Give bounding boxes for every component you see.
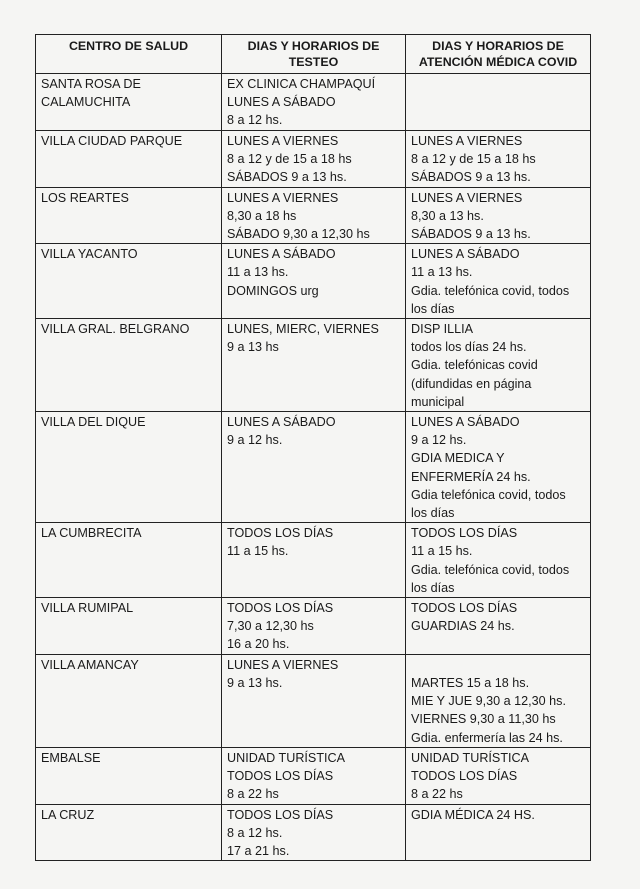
atencion-cell xyxy=(406,412,591,523)
centro-de-salud-cell xyxy=(36,74,222,131)
centro-de-salud-cell xyxy=(36,598,222,655)
centro-name: VILLA RUMIPAL xyxy=(41,601,134,616)
table-header-row xyxy=(36,35,591,74)
testeo-cell xyxy=(222,131,406,188)
testeo-line: LUNES A SÁBADO xyxy=(227,415,336,430)
centro-name: SANTA ROSA DE CALAMUCHITA xyxy=(41,77,141,110)
atencion-line: SÁBADOS 9 a 13 hs. xyxy=(411,227,531,242)
atencion-line: 8,30 a 13 hs. xyxy=(411,208,484,223)
atencion-cell xyxy=(406,74,591,131)
atencion-cell xyxy=(406,654,591,747)
centro-de-salud-cell xyxy=(36,654,222,747)
testeo-cell xyxy=(222,747,406,804)
atencion-line: TODOS LOS DÍAS xyxy=(411,526,518,541)
testeo-line: SÁBADOS 9 a 13 hs. xyxy=(227,170,347,185)
atencion-line: MARTES 15 a 18 hs. xyxy=(411,675,530,690)
atencion-line: 9 a 12 hs. xyxy=(411,433,467,448)
table-row xyxy=(36,131,591,188)
atencion-line: 11 a 15 hs. xyxy=(411,544,473,559)
testeo-line: 8 a 12 hs. xyxy=(227,825,283,840)
table-row xyxy=(36,598,591,655)
atencion-line: TODOS LOS DÍAS xyxy=(411,601,518,616)
atencion-line: VIERNES 9,30 a 11,30 hs xyxy=(411,712,556,727)
testeo-line: 9 a 13 hs. xyxy=(227,675,283,690)
testeo-line: LUNES A VIERNES xyxy=(227,134,339,148)
table-row xyxy=(36,654,591,747)
testeo-line: LUNES, MIERC, VIERNES xyxy=(227,322,379,337)
atencion-line: 11 a 13 hs. xyxy=(411,265,473,280)
atencion-cell xyxy=(406,523,591,598)
testeo-cell xyxy=(222,187,406,244)
atencion-line: GDIA MÉDICA 24 HS. xyxy=(411,807,535,822)
table-row xyxy=(36,412,591,523)
testeo-line: TODOS LOS DÍAS xyxy=(227,768,334,783)
testeo-line: LUNES A VIERNES xyxy=(227,657,339,672)
atencion-line: todos los días 24 hs. xyxy=(411,340,527,355)
atencion-line xyxy=(411,656,585,674)
centro-name: EMBALSE xyxy=(41,750,101,765)
atencion-line: GUARDIAS 24 hs. xyxy=(411,619,515,634)
centro-name: LOS REARTES xyxy=(41,190,129,205)
atencion-line: TODOS LOS DÍAS xyxy=(411,768,518,783)
testeo-line: LUNES A SÁBADO xyxy=(227,95,336,110)
atencion-line: LUNES A VIERNES xyxy=(411,190,523,205)
atencion-line: GDIA MEDICA Y ENFERMERÍA 24 hs. xyxy=(411,451,531,484)
atencion-line: Gdia. enfermería las 24 hs. xyxy=(411,730,563,745)
testeo-cell xyxy=(222,244,406,319)
testeo-cell xyxy=(222,523,406,598)
atencion-cell xyxy=(406,187,591,244)
testeo-line: TODOS LOS DÍAS xyxy=(227,526,334,541)
centro-de-salud-cell xyxy=(36,804,222,861)
testeo-line: EX CLINICA CHAMPAQUÍ xyxy=(227,77,376,91)
header-testeo: DIAS Y HORARIOS DE TESTEO xyxy=(222,35,406,74)
atencion-line: Gdia. telefónica covid, todos los días xyxy=(411,283,570,316)
centro-name: VILLA YACANTO xyxy=(41,247,138,262)
testeo-cell xyxy=(222,412,406,523)
atencion-line: LUNES A VIERNES xyxy=(411,134,523,148)
centro-name: LA CRUZ xyxy=(41,807,95,822)
table-body xyxy=(36,74,591,861)
atencion-cell xyxy=(406,244,591,319)
centro-de-salud-cell xyxy=(36,523,222,598)
table-row xyxy=(36,74,591,131)
testeo-line: SÁBADO 9,30 a 12,30 hs xyxy=(227,227,370,242)
testeo-cell xyxy=(222,598,406,655)
header-centro-de-salud: CENTRO DE SALUD xyxy=(36,35,222,74)
atencion-line: SÁBADOS 9 a 13 hs. xyxy=(411,170,531,185)
table-row xyxy=(36,523,591,598)
centro-de-salud-cell xyxy=(36,131,222,188)
centro-de-salud-cell xyxy=(36,412,222,523)
centro-de-salud-cell xyxy=(36,319,222,412)
testeo-line: 9 a 13 hs xyxy=(227,340,279,355)
testeo-line: 11 a 13 hs. xyxy=(227,265,289,280)
atencion-cell xyxy=(406,804,591,861)
centro-name: VILLA AMANCAY xyxy=(41,657,139,672)
centro-name: VILLA DEL DIQUE xyxy=(41,415,146,430)
testeo-line: DOMINGOS urg xyxy=(227,283,319,298)
testeo-line: 11 a 15 hs. xyxy=(227,544,289,559)
centro-name: LA CUMBRECITA xyxy=(41,526,142,541)
testeo-cell xyxy=(222,74,406,131)
atencion-line: DISP ILLIA xyxy=(411,322,474,337)
atencion-cell xyxy=(406,747,591,804)
testeo-line: TODOS LOS DÍAS xyxy=(227,807,334,822)
atencion-line: UNIDAD TURÍSTICA xyxy=(411,750,530,765)
atencion-line: Gdia. telefónica covid, todos los días xyxy=(411,562,570,595)
testeo-cell xyxy=(222,804,406,861)
table-row xyxy=(36,804,591,861)
centro-de-salud-cell xyxy=(36,244,222,319)
atencion-line: MIE Y JUE 9,30 a 12,30 hs. xyxy=(411,694,566,709)
testeo-line: 8 a 12 y de 15 a 18 hs xyxy=(227,152,352,167)
atencion-line: LUNES A SÁBADO xyxy=(411,415,520,430)
header-atencion-medica: DIAS Y HORARIOS DE ATENCIÓN MÉDICA COVID xyxy=(406,35,591,74)
atencion-line: Gdia telefónica covid, todos los días xyxy=(411,487,566,521)
atencion-line: Gdia. telefónicas covid (difundidas en página municipal xyxy=(411,358,538,409)
testeo-line: 7,30 a 12,30 hs xyxy=(227,619,314,634)
atencion-cell xyxy=(406,598,591,655)
centro-de-salud-cell xyxy=(36,187,222,244)
testeo-line: 8 a 22 hs xyxy=(227,787,279,802)
testeo-cell xyxy=(222,319,406,412)
atencion-line: 8 a 22 hs xyxy=(411,787,463,802)
testeo-line: UNIDAD TURÍSTICA xyxy=(227,750,346,765)
testeo-line: LUNES A SÁBADO xyxy=(227,247,336,262)
atencion-line: LUNES A SÁBADO xyxy=(411,247,520,262)
testeo-line: 17 a 21 hs. xyxy=(227,844,290,859)
atencion-cell xyxy=(406,319,591,412)
testeo-line: 9 a 12 hs. xyxy=(227,433,283,448)
testeo-line: 16 a 20 hs. xyxy=(227,637,290,652)
testeo-line: TODOS LOS DÍAS xyxy=(227,601,334,616)
atencion-line: 8 a 12 y de 15 a 18 hs xyxy=(411,152,536,167)
testeo-line: 8 a 12 hs. xyxy=(227,113,283,128)
atencion-cell xyxy=(406,131,591,188)
testeo-line: LUNES A VIERNES xyxy=(227,190,339,205)
centro-name: VILLA GRAL. BELGRANO xyxy=(41,322,190,337)
centro-de-salud-cell xyxy=(36,747,222,804)
centro-name: VILLA CIUDAD PARQUE xyxy=(41,134,183,148)
health-centers-schedule-table xyxy=(35,34,591,861)
table-row xyxy=(36,747,591,804)
testeo-line: 8,30 a 18 hs xyxy=(227,208,297,223)
table-row xyxy=(36,244,591,319)
table-row xyxy=(36,187,591,244)
table-row xyxy=(36,319,591,412)
testeo-cell xyxy=(222,654,406,747)
